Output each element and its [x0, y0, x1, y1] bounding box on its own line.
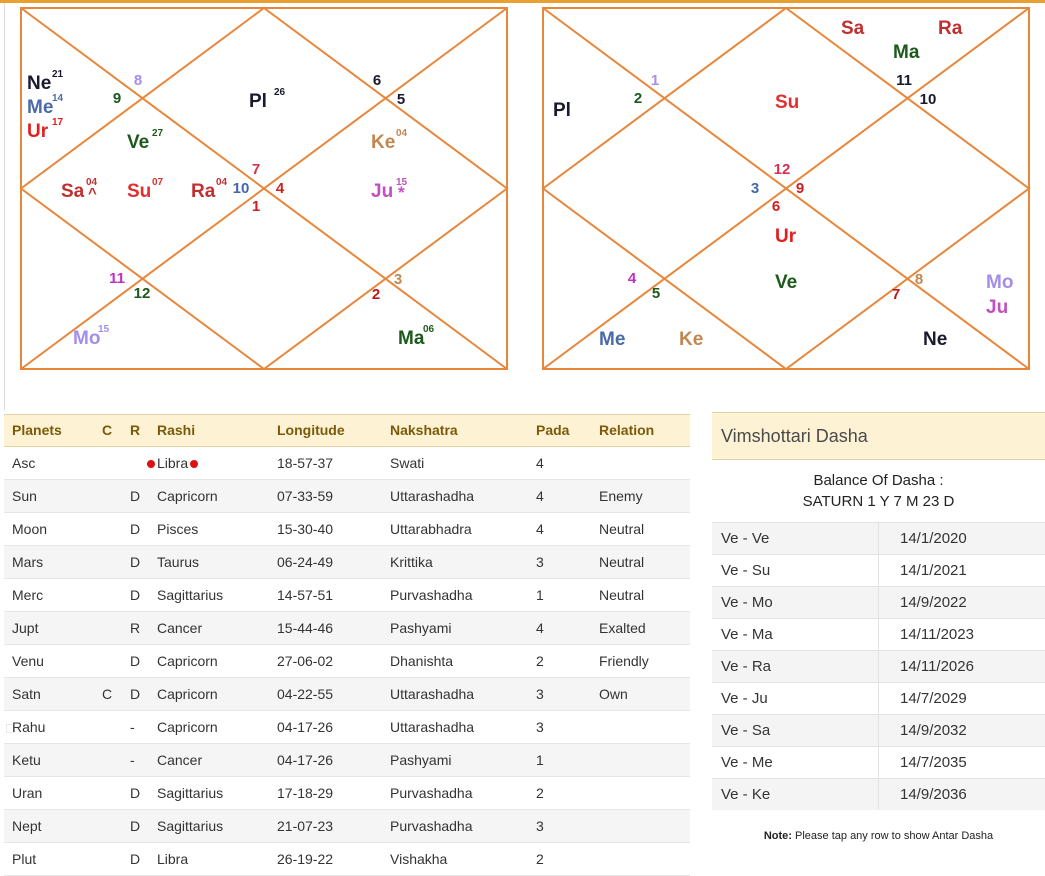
planet-degree: 21	[52, 69, 64, 80]
table-cell: Merc	[12, 587, 44, 603]
planet-label: Su	[127, 181, 152, 202]
dasha-period: Ve - Ju	[721, 690, 768, 707]
table-row[interactable]	[4, 612, 690, 645]
dasha-date: 14/7/2035	[878, 747, 967, 778]
table-cell: Sun	[12, 488, 37, 504]
dasha-date: 14/1/2021	[878, 555, 967, 586]
planet-degree: 04	[216, 177, 228, 188]
dasha-period: Ve - Ve	[721, 530, 770, 547]
table-cell: Asc	[12, 455, 36, 471]
table-cell: Sagittarius	[157, 785, 224, 801]
table-cell: Mars	[12, 554, 44, 570]
balance-label: Balance Of Dasha :	[813, 472, 944, 489]
house-number: 5	[396, 91, 406, 108]
table-cell: R	[130, 620, 141, 636]
table-cell: -	[130, 752, 135, 768]
balance-value: SATURN 1 Y 7 M 23 D	[802, 493, 955, 510]
asc-marker-dot	[190, 460, 198, 468]
house-number: 11	[109, 270, 125, 287]
table-cell: Exalted	[599, 620, 646, 636]
table-cell: 2	[536, 851, 544, 867]
planet-label: Mo	[73, 328, 101, 349]
col-r: R	[130, 422, 141, 438]
house-number: 4	[275, 180, 285, 197]
house-number: 10	[919, 91, 937, 108]
dasha-row[interactable]	[712, 682, 1045, 714]
table-cell: Taurus	[157, 554, 200, 570]
navamsa-chart	[539, 3, 1039, 410]
asc-rashi-text: Libra	[157, 455, 189, 471]
planet-label: Ju	[371, 181, 394, 202]
planet-label: Ra	[191, 181, 216, 202]
table-cell: Nept	[12, 818, 42, 834]
table-cell: Sagittarius	[157, 587, 224, 603]
table-cell: 2	[536, 785, 544, 801]
table-cell: 3	[536, 818, 544, 834]
table-cell: Pashyami	[390, 620, 452, 636]
table-cell: 1	[536, 752, 544, 768]
table-cell: 15-30-40	[277, 521, 334, 537]
table-row[interactable]	[4, 513, 690, 546]
table-cell: Jupt	[12, 620, 39, 636]
house-number: 12	[133, 285, 151, 302]
planet-label: Sa	[61, 181, 85, 202]
planet-label: Ke	[371, 132, 396, 153]
planet-label: Pl	[553, 100, 571, 121]
house-number: 2	[371, 286, 381, 303]
planet-label: Me	[27, 97, 54, 118]
planet-label: Ur	[27, 121, 49, 142]
table-cell: Capricorn	[157, 488, 218, 504]
note-label: Note:	[763, 830, 792, 842]
table-row[interactable]	[4, 579, 690, 612]
table-cell: Purvashadha	[390, 587, 473, 603]
planet-label: Ke	[679, 329, 704, 350]
table-row[interactable]	[4, 480, 690, 513]
table-cell: Pashyami	[390, 752, 452, 768]
note-text: Please tap any row to show Antar Dasha	[791, 830, 994, 842]
house-number: 9	[112, 90, 122, 107]
dasha-period: Ve - Ma	[721, 626, 773, 643]
table-cell: 14-57-51	[277, 587, 334, 603]
col-pada: Pada	[536, 422, 570, 438]
table-cell: 21-07-23	[277, 818, 334, 834]
table-cell: Uttarabhadra	[390, 521, 472, 537]
table-cell: Neutral	[599, 587, 645, 603]
table-cell: Uttarashadha	[390, 488, 475, 504]
table-cell: 15-44-46	[277, 620, 334, 636]
table-cell: Ketu	[12, 752, 41, 768]
table-cell: Libra	[157, 851, 189, 867]
table-cell: Friendly	[599, 653, 649, 669]
planet-label: Ju	[986, 297, 1009, 318]
dasha-note	[712, 830, 1045, 842]
house-number: 12	[773, 161, 791, 178]
col-nakshatra: Nakshatra	[390, 422, 458, 438]
table-cell: 18-57-37	[277, 455, 334, 471]
planet-label: Sa	[841, 18, 865, 39]
table-cell: Uran	[12, 785, 43, 801]
dasha-row[interactable]	[712, 746, 1045, 778]
planet-label: Ne	[923, 329, 948, 350]
planet-degree: 27	[152, 128, 164, 139]
dasha-row[interactable]	[712, 522, 1045, 554]
table-row[interactable]	[4, 645, 690, 678]
planets-table	[4, 414, 690, 876]
house-number: 11	[896, 72, 912, 89]
table-row[interactable]	[4, 843, 690, 876]
table-cell: Rahu	[12, 719, 46, 735]
dasha-row[interactable]	[712, 714, 1045, 746]
table-cell: 26-19-22	[277, 851, 334, 867]
planet-label: Ma	[398, 328, 425, 349]
col-planets: Planets	[12, 422, 62, 438]
house-number: 3	[393, 271, 403, 288]
dasha-date: 14/9/2022	[878, 587, 967, 618]
house-number: 8	[914, 271, 924, 288]
planet-label: Mo	[986, 272, 1014, 293]
table-cell: C	[102, 686, 113, 702]
planet-degree: 26	[274, 87, 286, 98]
house-number: 7	[891, 286, 901, 303]
table-cell: 1	[536, 587, 544, 603]
table-cell: 3	[536, 686, 544, 702]
dasha-period: Ve - Me	[721, 754, 773, 771]
table-cell: D	[130, 653, 141, 669]
dasha-row[interactable]	[712, 554, 1045, 586]
table-row[interactable]	[4, 678, 690, 711]
table-cell: Sagittarius	[157, 818, 224, 834]
dasha-row[interactable]	[712, 618, 1045, 650]
planet-degree: 14	[52, 93, 64, 104]
table-cell: 4	[536, 620, 544, 636]
planet-degree: 06	[423, 324, 435, 335]
planet-degree: 04	[396, 128, 408, 139]
table-row[interactable]	[4, 546, 690, 579]
table-cell: 04-17-26	[277, 752, 334, 768]
table-cell: Neutral	[599, 521, 645, 537]
table-cell: D	[130, 488, 141, 504]
table-cell: 27-06-02	[277, 653, 334, 669]
planet-label: Ma	[893, 42, 920, 63]
table-cell: D	[130, 851, 141, 867]
table-cell: D	[130, 818, 141, 834]
house-number: 8	[133, 72, 143, 89]
dasha-date: 14/9/2036	[878, 779, 967, 810]
table-cell: 4	[536, 521, 544, 537]
table-cell: Cancer	[157, 620, 203, 636]
house-number: 6	[372, 72, 382, 89]
table-cell: D	[130, 785, 141, 801]
table-cell: 17-18-29	[277, 785, 334, 801]
vimshottari-dasha-panel	[712, 412, 1045, 859]
planet-degree: 15	[98, 324, 110, 335]
dasha-date: 14/7/2029	[878, 683, 967, 714]
col-c: C	[102, 422, 113, 438]
table-cell: Neutral	[599, 554, 645, 570]
house-number: 5	[651, 285, 661, 302]
planet-degree: 17	[52, 117, 64, 128]
table-row[interactable]	[4, 711, 690, 744]
house-number: 1	[251, 198, 261, 215]
table-cell: 04-22-55	[277, 686, 334, 702]
table-cell: Plut	[12, 851, 37, 867]
dasha-row[interactable]	[712, 586, 1045, 618]
table-cell: Satn	[12, 686, 41, 702]
dasha-balance	[712, 460, 1045, 522]
dasha-date: 14/9/2032	[878, 715, 967, 746]
table-cell: 07-33-59	[277, 488, 334, 504]
col-longitude: Longitude	[277, 422, 345, 438]
planet-label: Me	[599, 329, 626, 350]
dasha-date: 14/11/2023	[878, 619, 974, 650]
table-cell	[145, 447, 200, 479]
dasha-period: Ve - Ra	[721, 658, 772, 675]
table-body	[4, 447, 690, 876]
planet-label: Ve	[127, 132, 150, 153]
table-cell: Enemy	[599, 488, 643, 504]
table-row[interactable]	[4, 777, 690, 810]
table-cell: Vishakha	[390, 851, 448, 867]
dasha-title: Vimshottari Dasha	[712, 412, 1045, 460]
dasha-list	[712, 522, 1045, 810]
table-cell: Pisces	[157, 521, 199, 537]
planet-label: Pl	[249, 91, 267, 112]
table-cell: Venu	[12, 653, 44, 669]
planet-label: Ra	[938, 18, 963, 39]
planet-label: Su	[775, 92, 800, 113]
planet-label: Ur	[775, 226, 797, 247]
table-cell: 4	[536, 455, 544, 471]
table-cell: 2	[536, 653, 544, 669]
table-cell: Purvashadha	[390, 818, 473, 834]
table-cell: 3	[536, 554, 544, 570]
table-cell: Uttarashadha	[390, 686, 475, 702]
table-cell: 04-17-26	[277, 719, 334, 735]
dasha-period: Ve - Su	[721, 562, 771, 579]
table-cell: 3	[536, 719, 544, 735]
lagna-chart	[5, 3, 525, 410]
dasha-period: Ve - Sa	[721, 722, 771, 739]
table-cell: D	[130, 587, 141, 603]
table-cell: 06-24-49	[277, 554, 334, 570]
house-number: 9	[795, 180, 805, 197]
chart-grid-2	[543, 8, 1029, 369]
planet-degree: 07	[152, 177, 164, 188]
table-cell: Swati	[390, 455, 425, 471]
house-number: 6	[771, 198, 781, 215]
table-row[interactable]	[4, 810, 690, 843]
table-cell: D	[130, 521, 141, 537]
table-cell: -	[130, 719, 135, 735]
planet-label: Ve	[775, 272, 798, 293]
dasha-period: Ve - Mo	[721, 594, 773, 611]
house-number: 2	[633, 90, 643, 107]
house-number: 4	[627, 270, 637, 287]
table-cell: 4	[536, 488, 544, 504]
table-row[interactable]	[4, 447, 690, 480]
planet-label: Ne	[27, 73, 52, 94]
dasha-date: 14/11/2026	[878, 651, 974, 682]
house-number: 3	[750, 180, 760, 197]
house-number: 10	[232, 180, 250, 197]
table-cell: Capricorn	[157, 653, 218, 669]
table-cell: Cancer	[157, 752, 203, 768]
table-cell: D	[130, 686, 141, 702]
dasha-row[interactable]	[712, 778, 1045, 810]
house-number: 7	[251, 161, 261, 178]
table-cell: Own	[599, 686, 628, 702]
dasha-period: Ve - Ke	[721, 786, 771, 803]
charts-panel	[4, 3, 1045, 410]
dasha-date: 14/1/2020	[878, 523, 967, 554]
table-cell: Purvashadha	[390, 785, 473, 801]
table-row[interactable]	[4, 744, 690, 777]
table-cell: Capricorn	[157, 686, 218, 702]
table-cell: D	[130, 554, 141, 570]
table-cell: Uttarashadha	[390, 719, 475, 735]
planet-degree: 04	[86, 177, 98, 188]
table-cell: Capricorn	[157, 719, 218, 735]
exalt-mark: *	[398, 183, 405, 202]
table-cell: Krittika	[390, 554, 433, 570]
house-number: 1	[650, 72, 660, 89]
col-relation: Relation	[599, 422, 655, 438]
asc-marker-dot	[147, 460, 155, 468]
dasha-row[interactable]	[712, 650, 1045, 682]
ghost-overlay: □	[6, 720, 16, 737]
table-header	[4, 414, 690, 447]
table-cell: Dhanishta	[390, 653, 454, 669]
retro-mark: ^	[88, 185, 97, 202]
planet-degree: 15	[396, 177, 408, 188]
table-cell: Moon	[12, 521, 48, 537]
col-rashi: Rashi	[157, 422, 196, 438]
